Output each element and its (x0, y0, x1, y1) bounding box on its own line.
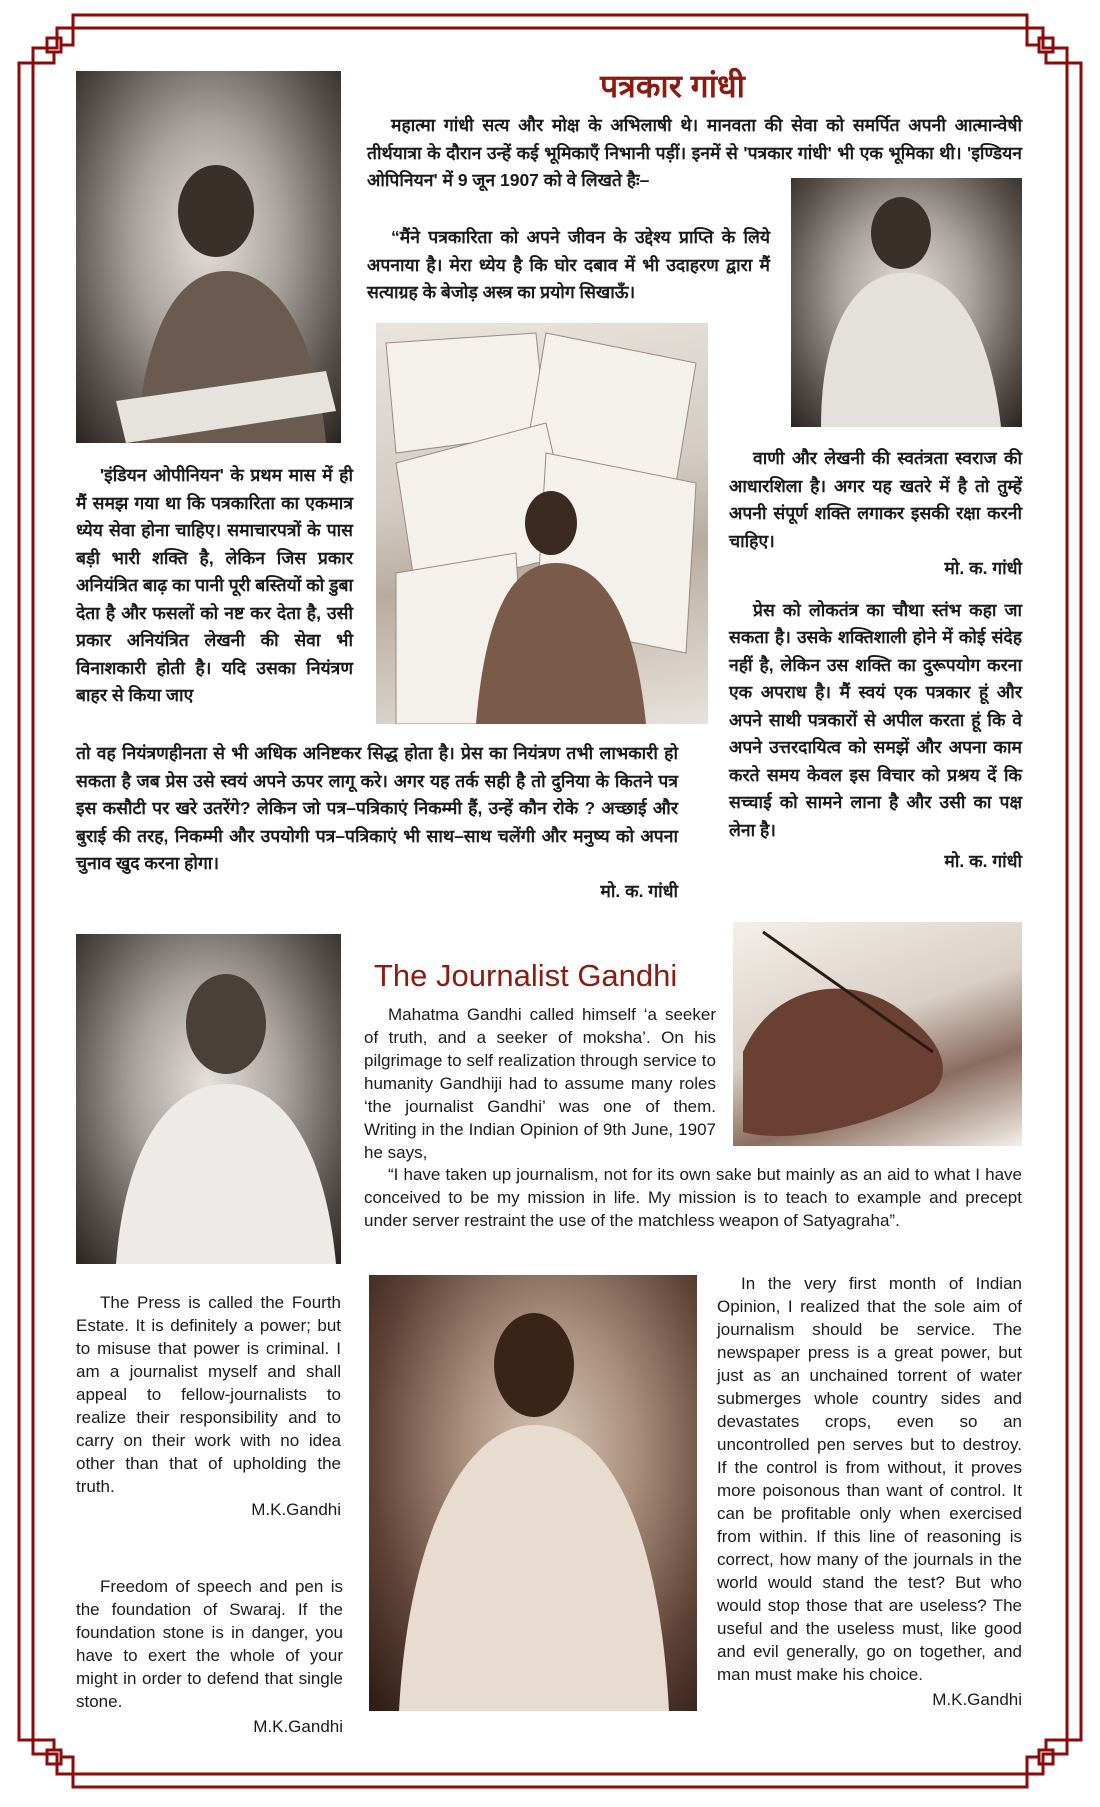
english-signature: M.K.Gandhi (253, 1717, 343, 1736)
hindi-opinion-left: 'इंडियन ओपीनियन' के प्रथम मास में ही मैं समझ गया था कि पत्रकारिता का एकमात्र ध्येय सेवा होना चाहिए। समाचारपत्रों के पास बड़ी भारी शक्ति है, लेकिन जिस प्रकार अनियंत्रित बाढ़ का पानी पूरी बस्तियों को डुबा देता है और फसलों को नष्ट कर देता है, उसी प्रकार अनियंत्रित लेखनी की सेवा भी विनाशकारी होती है। यदि उसका नियंत्रण बाहर से किया जाए (76, 465, 353, 705)
gandhi-writing-photo (791, 178, 1022, 427)
hindi-signature: मो. क. गांधी (944, 851, 1022, 871)
english-press-quote: The Press is called the Fourth Estate. It is definitely a power; but to misuse that power is criminal. I am a journalist myself and shall appeal to fellow-journalists to realize their responsibility and to carry on their work with no idea other than that of upholding the truth. (76, 1293, 341, 1496)
newspapers-collage-photo (376, 323, 708, 724)
hindi-press-quote: प्रेस को लोकतंत्र का चौथा स्तंभ कहा जा सकता है। उसके शक्तिशाली होने में कोई संदेह नहीं है, लेकिन उस शक्ति का दुरूपयोग करना एक अपराध है। मैं स्वयं एक पत्रकार हूं और अपने साथी पत्रकारों से अपील करता हूं कि वे अपने उत्तरदायित्व को समझें और अपना काम करते समय केवल इस विचार को प्रश्रय दें कि सच्चाई को सामने लाना है और उसी का पक्ष लेना है। (729, 599, 1022, 840)
gandhi-glasses-photo (76, 934, 341, 1264)
english-quote: “I have taken up journalism, not for its own sake but mainly as an aid to what I have conceived to be my mission in life. My mission is to teach to example and precept under server restraint the use of the matchless weapon of Satyagraha”. (364, 1165, 1022, 1230)
english-opinion-quote: In the very first month of Indian Opinion, I realized that the sole aim of journalism should be service. The newspaper press is a great power, but just as an unchained torrent of water submerges whole country sides and devastates crops, even so an uncontrolled pen serves but to destroy. If the control is from without, it proves more poisonous than want of control. It can be profitable only when exercised from within. If this line of reasoning is correct, how many of the journals in the world would stand the test? But who would stop those that are useless? The useful and the useless must, like good and evil generally, go on together, and man must make his choice. (717, 1274, 1022, 1684)
gandhi-shawl-reading-photo (369, 1275, 697, 1711)
english-freedom-quote: Freedom of speech and pen is the foundation of Swaraj. If the foundation stone is in danger, you have to exert the whole of your might in order to defend that single stone. (76, 1577, 343, 1711)
english-signature: M.K.Gandhi (932, 1690, 1022, 1709)
english-signature: M.K.Gandhi (251, 1500, 341, 1519)
hindi-freedom-quote: वाणी और लेखनी की स्वतंत्रता स्वराज की आधारशिला है। अगर यह खतरे में है तो तुम्हें अपनी संपूर्ण शक्ति लगाकर इसकी रक्षा करनी चाहिए। (729, 448, 1022, 551)
hindi-quote: “मैंने पत्रकारिता को अपने जीवन के उद्देश्य प्राप्ति के लिये अपनाया है। मेरा ध्येय है कि घोर दबाव में भी उदाहरण द्वारा मैं सत्याग्रह के बेजोड़ अस्त्र का प्रयोग सिखाऊँ। (367, 227, 770, 302)
hindi-intro: महात्मा गांधी सत्य और मोक्ष के अभिलाषी थे। मानवता की सेवा को समर्पित अपनी आत्मान्वेषी तीर्थयात्रा के दौरान उन्हें कई भूमिकाएँ निभानी पड़ीं। इनमें से 'पत्रकार गांधी' भी एक भूमिका थी। 'इण्डियन ओपिनियन' में 9 जून 1907 को वे लिखते हैः– (367, 115, 1022, 190)
hand-with-pen-photo (733, 922, 1022, 1146)
hindi-signature: मो. क. गांधी (600, 880, 678, 901)
english-intro: Mahatma Gandhi called himself ‘a seeker of truth, and a seeker of moksha’. On his pilgrimage to self realization through service to humanity Gandhiji had to assume many roles ‘the journalist Gandhi’ was one of them. Writing in the Indian Opinion of 9th June, 1907 he says, (364, 1005, 716, 1162)
english-title: The Journalist Gandhi (374, 958, 678, 993)
hindi-title: पत्रकार गांधी (600, 68, 745, 104)
hindi-opinion-continued: तो वह नियंत्रणहीनता से भी अधिक अनिष्टकर सिद्ध होता है। प्रेस का नियंत्रण तभी लाभकारी हो सकता है जब प्रेस उसे स्वयं अपने ऊपर लागू करे। अगर यह तर्क सही है तो दुनिया के कितने पत्र इस कसौटी पर खरे उतरेंगे? लेकिन जो पत्र–पत्रिकाएं निकम्मी हैं, उन्हें कौन रोके ? अच्छाई और बुराई की तरह, निकम्मी और उपयोगी पत्र–पत्रिकाएं भी साथ–साथ चलेंगी और मनुष्य को अपना चुनाव खुद करना होगा। (76, 743, 678, 873)
gandhi-reading-photo (76, 71, 341, 443)
hindi-signature: मो. क. गांधी (944, 558, 1022, 578)
